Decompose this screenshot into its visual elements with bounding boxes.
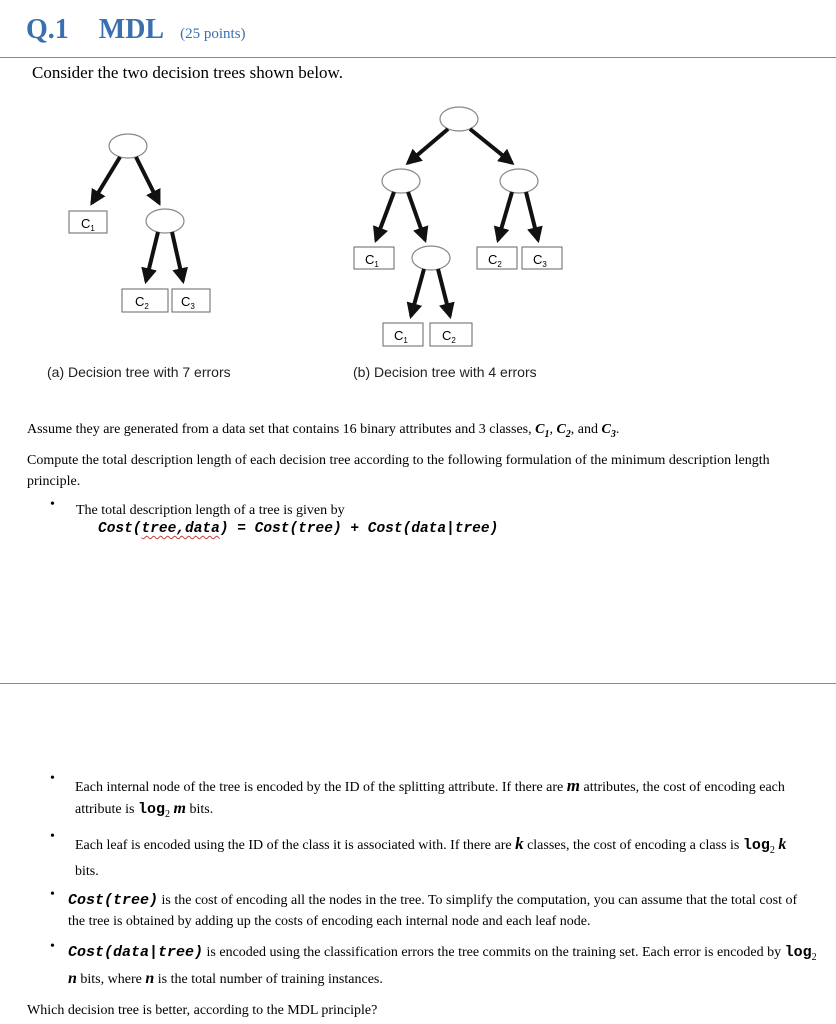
tree-b-caption: (b) Decision tree with 4 errors (353, 364, 537, 380)
tree-b (353, 107, 562, 380)
bullet-dot: • (50, 887, 55, 902)
question-points: (25 points) (180, 26, 246, 42)
heading-divider (0, 57, 836, 58)
tree-a-root-node (109, 134, 147, 158)
total-length-text: The total description length of a tree is given by (76, 503, 345, 518)
cost-tree-bullet: Cost(tree) is the cost of encoding all the nodes in the tree. To simplify the computation, you can assume that the total cost of the tree is obtained by adding up the costs of encoding each internal node and each leaf node. (68, 892, 798, 929)
tree-b-edge (408, 192, 425, 240)
tree-b-edge (526, 192, 538, 240)
tree-a-caption: (a) Decision tree with 7 errors (47, 364, 231, 380)
tree-b-internal-bottom (412, 246, 450, 270)
bullet-dot: • (50, 939, 55, 954)
svg-text:C2: $C_2$ (488, 252, 502, 269)
final-question: Which decision tree is better, according to the MDL principle? (27, 1003, 378, 1018)
cost-formula: Cost(tree,data) = Cost(tree) + Cost(data|tree) (98, 521, 499, 537)
decision-trees-figure (0, 95, 836, 395)
tree-b-internal-left (382, 169, 420, 193)
svg-text:C1: $C_1$ (394, 328, 408, 345)
intro-text: Consider the two decision trees shown below. (32, 63, 343, 82)
tree-b-edge (498, 192, 512, 240)
internal-node-bullet: Each internal node of the tree is encoded by the ID of the splitting attribute. If there are m attributes, the cost of encoding each attribute is $\log_2 m$ bits. (75, 776, 785, 820)
question-title: MDL (98, 14, 165, 45)
bullet-dot: • (50, 771, 55, 786)
bullet-dot: • (50, 829, 55, 844)
svg-text:C3: $C_3$ (533, 252, 547, 269)
tree-b-edge (408, 129, 448, 163)
svg-text:C2: $C_2$ (135, 294, 149, 311)
compute-paragraph: Compute the total description length of each decision tree according to the following formulation of the minimum description length principle. (27, 453, 770, 489)
svg-text:C2: $C_2$ (442, 328, 456, 345)
tree-a-edge (92, 157, 120, 203)
tree-b-root-node (440, 107, 478, 131)
cost-data-bullet: Cost(data|tree) is encoded using the classification errors the tree commits on the training set. Each error is encoded by $\log_2 n$ bits, where n is the total number of training instances. (68, 944, 817, 987)
assume-paragraph: Assume they are generated from a data set that contains 16 binary attributes and 3 classes, $C_1$, $C_2$, and $C_3$. (27, 422, 620, 440)
svg-text:C1: $C_1$ (365, 252, 379, 269)
tree-a (47, 134, 231, 380)
leaf-bullet: Each leaf is encoded using the ID of the class it is associated with. If there are k classes, the cost of encoding a class is $\log_2 k$ bits. (75, 834, 787, 879)
question-number: Q.1 (26, 14, 69, 45)
question-heading (26, 14, 246, 46)
tree-a-internal-node (146, 209, 184, 233)
tree-b-internal-right (500, 169, 538, 193)
tree-b-edge (376, 192, 394, 240)
tree-a-edge (136, 157, 159, 203)
svg-text:C1: $C_1$ (81, 216, 95, 233)
svg-text:C3: $C_3$ (181, 294, 195, 311)
tree-a-edge (172, 232, 183, 281)
tree-a-edge (146, 232, 158, 281)
bullet-dot: • (50, 497, 55, 512)
tree-b-edge (411, 269, 424, 316)
tree-b-edge (470, 129, 512, 163)
page-break-divider (0, 683, 836, 684)
tree-b-edge (438, 269, 450, 316)
